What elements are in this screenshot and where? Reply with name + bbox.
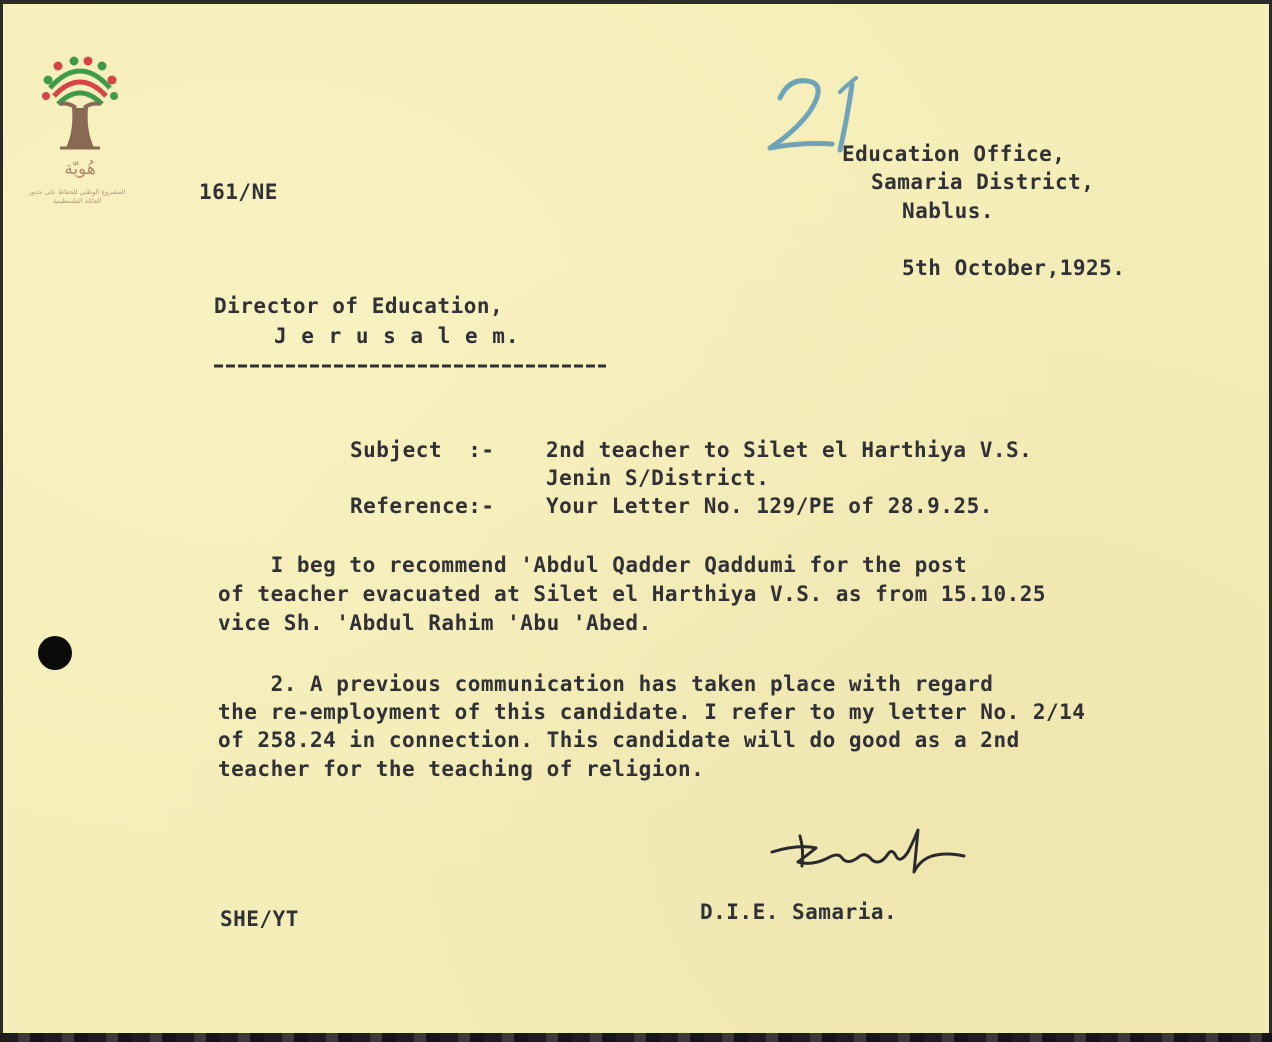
scan-border-left bbox=[0, 0, 3, 1042]
sender-address-line-1: Education Office, bbox=[842, 142, 1066, 166]
handwritten-signature bbox=[768, 822, 978, 884]
scan-border-bottom bbox=[0, 1033, 1272, 1042]
paragraph-1-line-3: vice Sh. 'Abdul Rahim 'Abu 'Abed. bbox=[218, 611, 652, 635]
svg-text:هُويّة: هُويّة bbox=[64, 159, 96, 179]
sender-address-line-3: Nablus. bbox=[902, 199, 995, 223]
subject-line-2: Jenin S/District. bbox=[546, 466, 770, 490]
recipient-underline bbox=[214, 362, 606, 370]
paragraph-2-line-1: 2. A previous communication has taken place with regard bbox=[218, 672, 994, 696]
logo-caption: المشروع الوطني للحفاظ على جذور العائلة الفلسطينية bbox=[28, 188, 126, 205]
letter-date: 5th October,1925. bbox=[902, 256, 1126, 280]
recipient-line-1: Director of Education, bbox=[214, 294, 504, 318]
recipient-line-2: J e r u s a l e m. bbox=[274, 324, 520, 348]
typist-initials: SHE/YT bbox=[220, 907, 299, 931]
paragraph-1-line-1: I beg to recommend 'Abdul Qadder Qaddumi for the post bbox=[218, 553, 968, 577]
reference-code: 161/NE bbox=[199, 180, 278, 204]
reference-text: Your Letter No. 129/PE of 28.9.25. bbox=[546, 494, 993, 518]
sender-address-line-2: Samaria District, bbox=[871, 170, 1095, 194]
paragraph-1-line-2: of teacher evacuated at Silet el Harthiya V.S. as from 15.10.25 bbox=[218, 582, 1047, 606]
punch-hole bbox=[38, 636, 72, 670]
subject-label: Subject :- bbox=[350, 438, 495, 462]
signatory-title: D.I.E. Samaria. bbox=[700, 900, 898, 924]
subject-line-1: 2nd teacher to Silet el Harthiya V.S. bbox=[546, 438, 1033, 462]
scan-border-top bbox=[0, 0, 1272, 4]
paragraph-2-line-3: of 258.24 in connection. This candidate will do good as a 2nd bbox=[218, 728, 1020, 752]
reference-label: Reference:- bbox=[350, 494, 495, 518]
paragraph-2-line-2: the re-employment of this candidate. I refer to my letter No. 2/14 bbox=[218, 700, 1086, 724]
paragraph-2-line-4: teacher for the teaching of religion. bbox=[218, 757, 705, 781]
